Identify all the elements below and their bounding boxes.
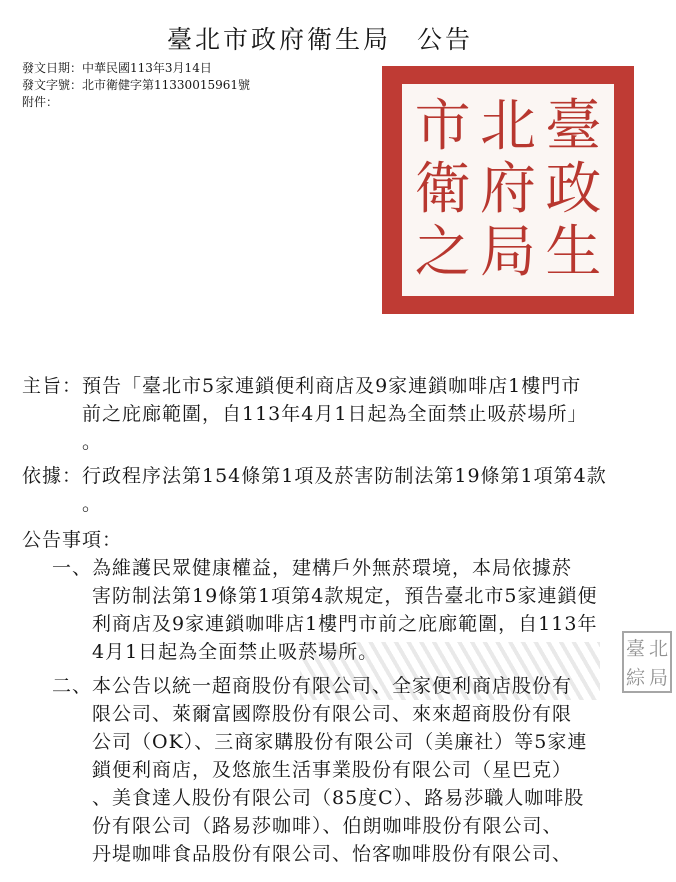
seal-char: 生 <box>545 219 602 285</box>
side-stamp-char: 綜 <box>625 667 645 689</box>
seal-char: 府 <box>479 156 536 222</box>
notice-item-line: 丹堤咖啡食品股份有限公司、怡客咖啡股份有限公司、 <box>92 843 573 865</box>
notice-item-line: 鎖便利商店，及悠旅生活事業股份有限公司（星巴克） <box>92 759 573 781</box>
notice-item-line: 限公司、萊爾富國際股份有限公司、來來超商股份有限 <box>92 703 573 725</box>
subject-line: 。 <box>82 431 103 453</box>
seal-char: 北 <box>479 94 536 160</box>
meta-ref-label: 發文字號： <box>22 78 83 92</box>
notice-item-line: 本公告以統一超商股份有限公司、全家便利商店股份有 <box>92 675 573 697</box>
subject-line: 前之庇廊範圍，自113年4月1日起為全面禁止吸菸場所」 <box>82 403 588 425</box>
notice-item-line: 利商店及9家連鎖咖啡店1樓門市前之庇廊範圍，自113年 <box>92 613 598 635</box>
basis-label: 依據： <box>22 465 83 487</box>
side-stamp-char: 北 <box>648 638 668 660</box>
seal-char: 市 <box>414 94 471 160</box>
notice-item-line: 為維護民眾健康權益，建構戶外無菸環境，本局依據菸 <box>92 557 573 579</box>
notice-item-line: 4月1日起為全面禁止吸菸場所。 <box>92 641 379 663</box>
seal-char: 局 <box>479 219 536 285</box>
meta-attach-label: 附件： <box>22 95 59 109</box>
doc-type: 公告 <box>417 25 474 54</box>
subject-label: 主旨： <box>22 375 83 397</box>
side-stamp <box>622 631 672 693</box>
notice-item-line: 份有限公司（路易莎咖啡）、伯朗咖啡股份有限公司、 <box>92 815 563 837</box>
seal-char: 之 <box>414 219 471 285</box>
meta-date <box>22 60 250 77</box>
notice-item-line: 、美食達人股份有限公司（85度C）、路易莎職人咖啡股 <box>92 787 585 809</box>
notice-item-line: 公司（OK）、三商家購股份有限公司（美廉社）等5家連 <box>92 731 588 753</box>
basis-line: 行政程序法第154條第1項及菸害防制法第19條第1項第4款 <box>82 465 607 487</box>
document-meta <box>22 60 250 111</box>
subject-line: 預告「臺北市5家連鎖便利商店及9家連鎖咖啡店1樓門市 <box>82 375 582 397</box>
side-stamp-char: 臺 <box>625 638 645 660</box>
document-title <box>0 20 640 56</box>
meta-reference <box>22 77 250 94</box>
seal-char: 臺 <box>545 94 602 160</box>
side-stamp-char: 局 <box>648 667 668 689</box>
seal-inner <box>402 84 614 296</box>
notice-item-marker: 二、 <box>52 675 93 697</box>
meta-date-value: 中華民國113年3月14日 <box>82 61 212 75</box>
agency-name: 臺北市政府衛生局 <box>166 25 391 54</box>
seal-char: 衛 <box>414 156 471 222</box>
official-seal <box>382 66 634 314</box>
meta-ref-value: 北市衛健字第11330015961號 <box>82 78 250 92</box>
notice-label: 公告事項： <box>22 529 123 551</box>
meta-attachment <box>22 94 250 111</box>
meta-date-label: 發文日期： <box>22 61 83 75</box>
seal-char: 政 <box>545 156 602 222</box>
basis-line: 。 <box>82 493 103 515</box>
notice-item-marker: 一、 <box>52 557 93 579</box>
notice-item-line: 害防制法第19條第1項第4款規定，預告臺北市5家連鎖便 <box>92 585 598 607</box>
